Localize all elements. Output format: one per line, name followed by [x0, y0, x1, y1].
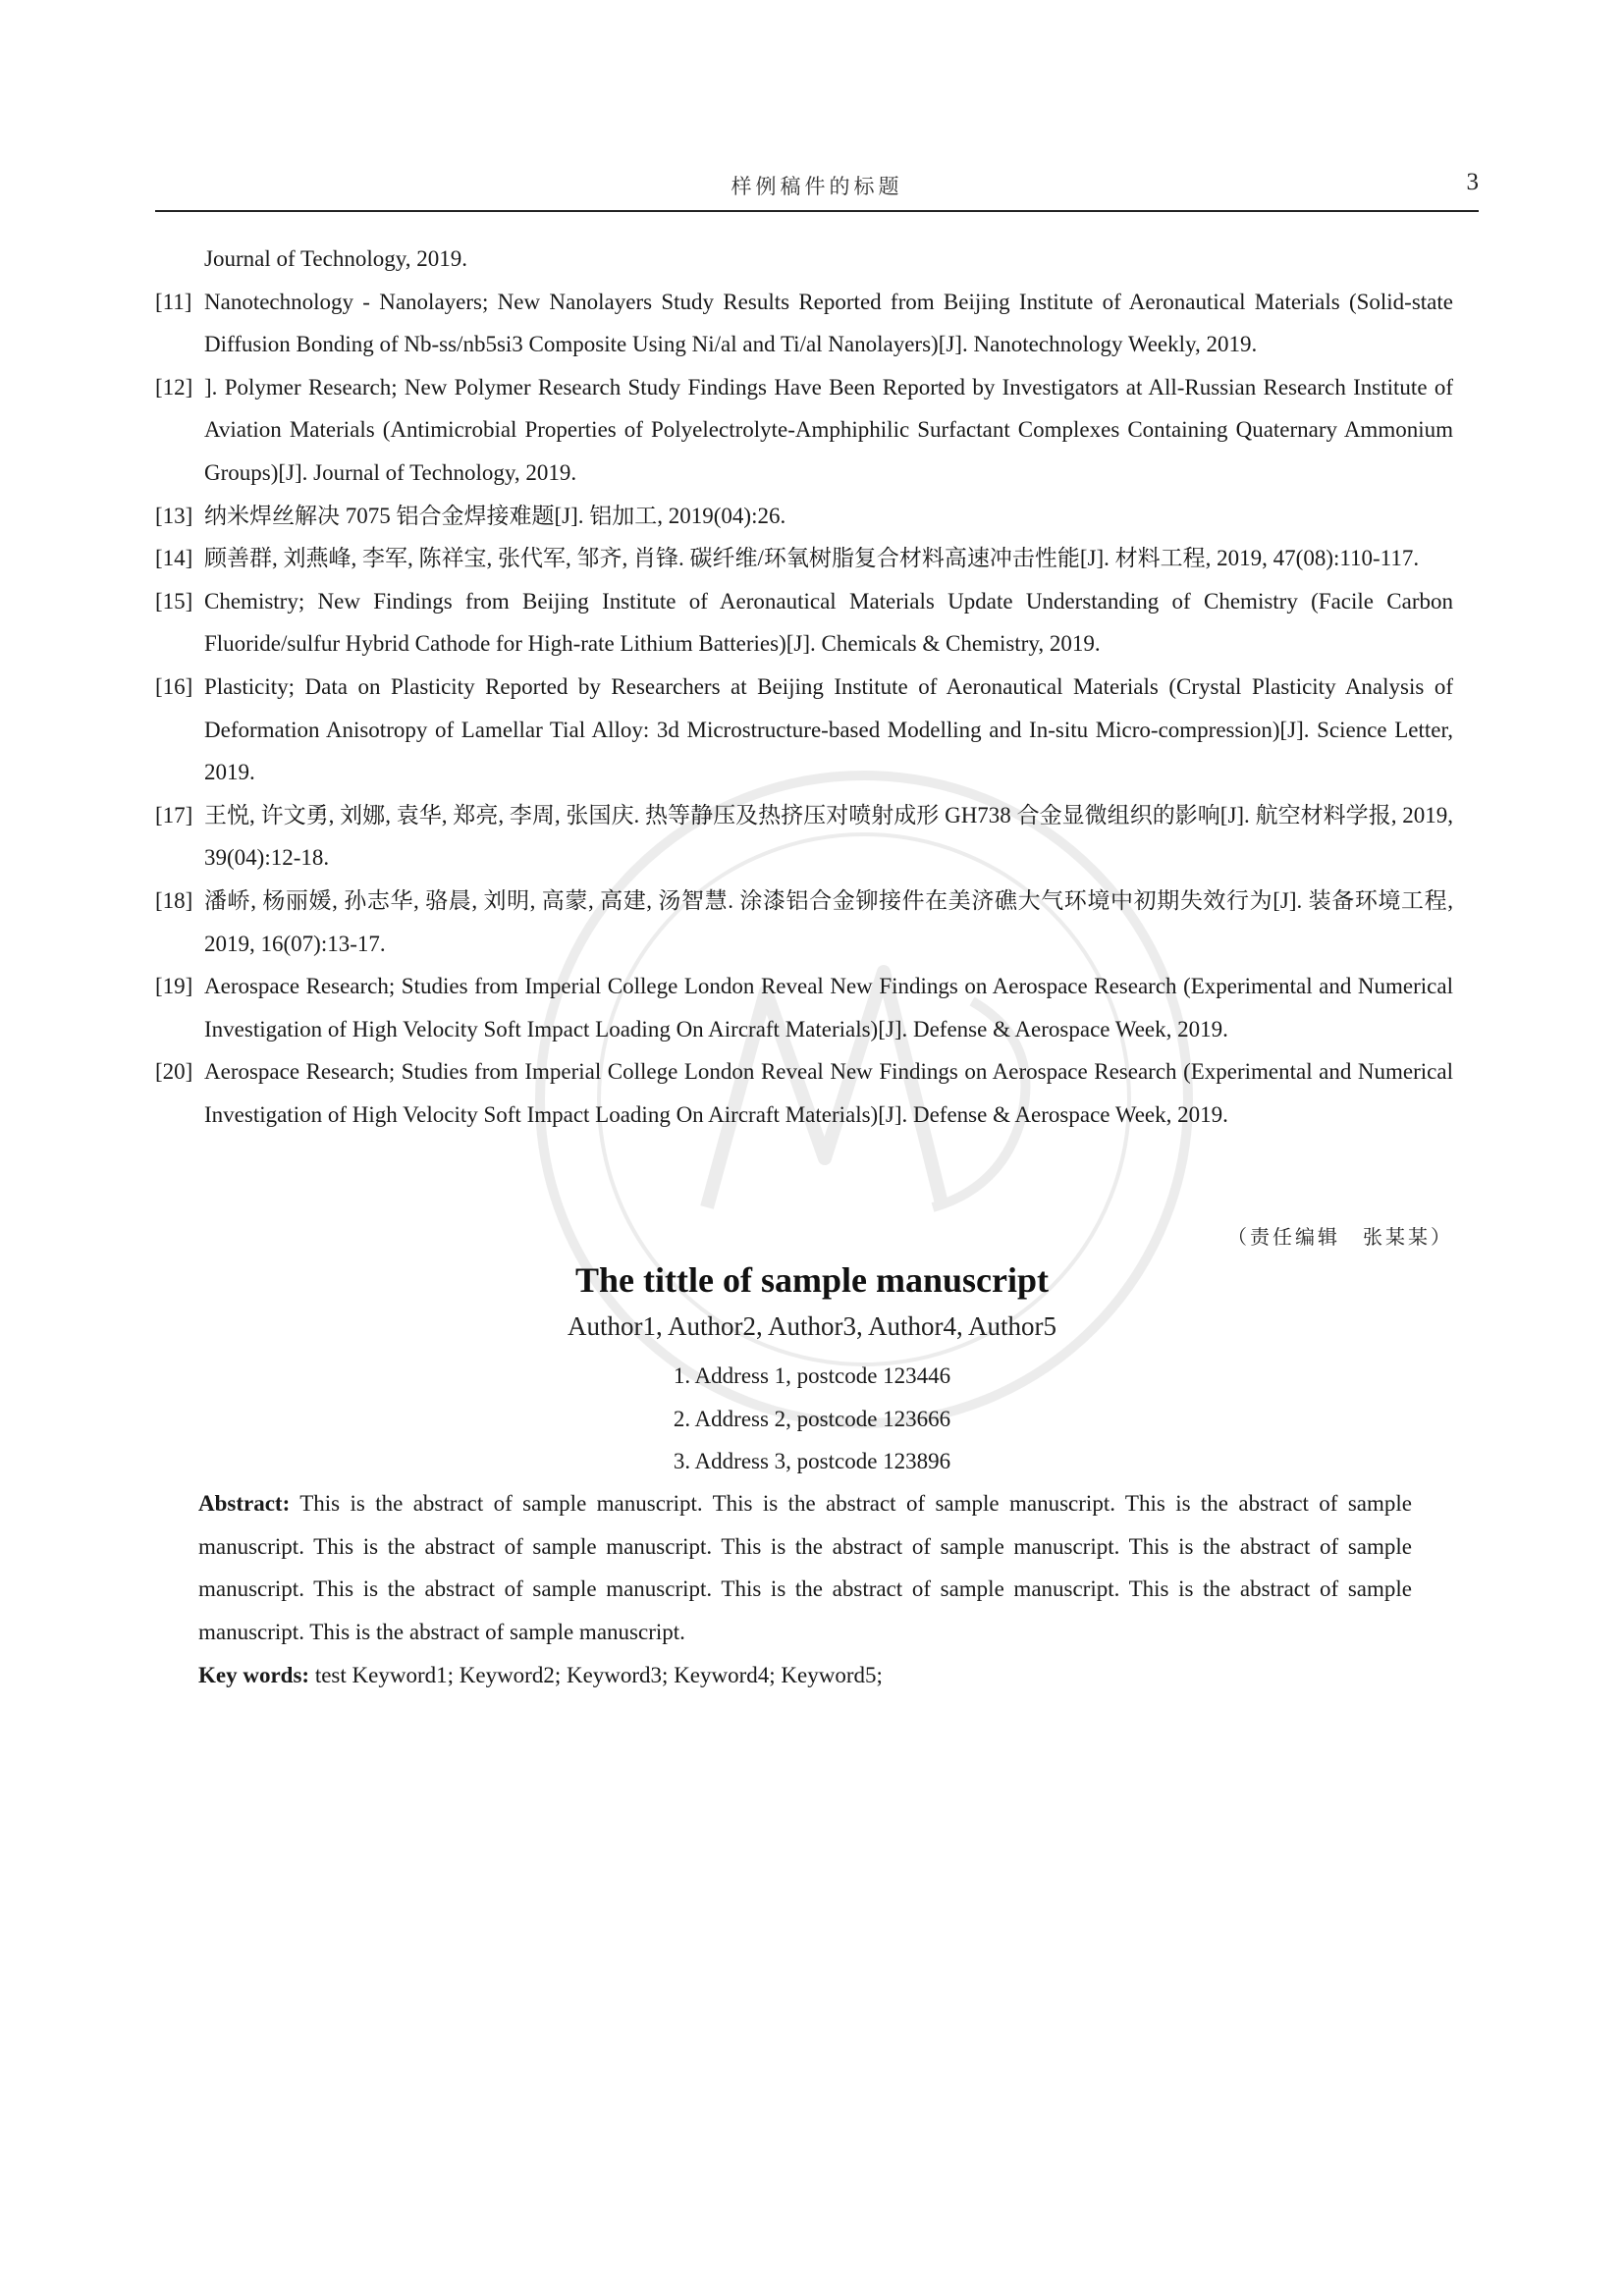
reference-number: [13]: [155, 503, 193, 528]
reference-number: [20]: [155, 1059, 193, 1085]
reference-list: [155, 238, 1453, 1136]
address-line: 3. Address 3, postcode 123896: [673, 1449, 951, 1474]
reference-text: Plasticity; Data on Plasticity Reported by Researchers at Beijing Institute of Aeronautical Materials (Crystal Plasticity Analysis of Deformation Anisotropy of Lamellar Tial Alloy: 3d Microstructure-based Modelling and In-situ Micro-compression)[J]. Science Letter, 2019.: [204, 673, 1453, 785]
reference-item: [155, 495, 1453, 538]
reference-item: [155, 794, 1453, 880]
reference-text: 潘峤, 杨丽媛, 孙志华, 骆晨, 刘明, 高蒙, 高建, 汤智慧. 涂漆铝合金铆接件在美济礁大气环境中初期失效行为[J]. 装备环境工程, 2019, 16(07):13-17.: [204, 887, 1453, 956]
english-abstract: [198, 1482, 1412, 1653]
reference-item: [155, 281, 1453, 366]
keywords-label: Key words:: [198, 1663, 310, 1687]
reference-item: [155, 880, 1453, 965]
reference-item: [155, 965, 1453, 1050]
english-authors: Author1, Author2, Author3, Author4, Author5: [568, 1311, 1056, 1341]
page-number: 3: [1466, 169, 1479, 195]
reference-number: [17]: [155, 802, 193, 828]
reference-item: [155, 537, 1453, 580]
abstract-text: This is the abstract of sample manuscript. This is the abstract of sample manuscript. This is the abstract of sample manuscript. This is the abstract of sample manuscript. This is the abstract of sample manuscript. This is the abstract of sample manuscript. This is the abstract of sample manuscript. This is the abstract of sample manuscript. This is the abstract of sample manuscript. This is the abstract of sample manuscript.: [198, 1491, 1412, 1644]
reference-item: [155, 666, 1453, 794]
english-title: The tittle of sample manuscript: [575, 1260, 1049, 1300]
reference-text: Aerospace Research; Studies from Imperial College London Reveal New Findings on Aerospace Research (Experimental and Numerical Investigation of High Velocity Soft Impact Loading On Aircraft Materials)[J]. Defense & Aerospace Week, 2019.: [204, 974, 1453, 1041]
reference-text: 顾善群, 刘燕峰, 李军, 陈祥宝, 张代军, 邹齐, 肖锋. 碳纤维/环氧树脂复合材料高速冲击性能[J]. 材料工程, 2019, 47(08):110-117.: [204, 546, 1420, 571]
reference-number: [11]: [155, 289, 192, 314]
reference-item: [155, 1050, 1453, 1136]
abstract-label: Abstract:: [198, 1491, 291, 1516]
english-keywords: [198, 1654, 1412, 1697]
reference-number: [16]: [155, 673, 193, 699]
reference-text: ]. Polymer Research; New Polymer Research Study Findings Have Been Reported by Investigators at All-Russian Research Institute of Aviation Materials (Antimicrobial Properties of Polyelectrolyte-Amphiphilic Surfactant Complexes Containing Quaternary Ammonium Groups)[J]. Journal of Technology, 2019.: [204, 374, 1453, 485]
running-title: 样例稿件的标题: [731, 175, 903, 198]
keywords-text: test Keyword1; Keyword2; Keyword3; Keyword4; Keyword5;: [314, 1663, 883, 1687]
reference-text: Aerospace Research; Studies from Imperial College London Reveal New Findings on Aerospace Research (Experimental and Numerical Investigation of High Velocity Soft Impact Loading On Aircraft Materials)[J]. Defense & Aerospace Week, 2019.: [204, 1059, 1453, 1127]
running-header: [155, 169, 1479, 212]
reference-number: [12]: [155, 374, 193, 400]
reference-number: [18]: [155, 887, 193, 913]
reference-number: [19]: [155, 974, 193, 999]
address-list: [0, 1355, 1624, 1483]
editor-note: （责任编辑 张某某）: [1227, 1225, 1453, 1249]
reference-text: Journal of Technology, 2019.: [204, 246, 467, 271]
reference-text: 纳米焊丝解决 7075 铝合金焊接难题[J]. 铝加工, 2019(04):26.: [204, 503, 786, 528]
reference-text: Chemistry; New Findings from Beijing Institute of Aeronautical Materials Update Understanding of Chemistry (Facile Carbon Fluoride/sulfur Hybrid Cathode for High-rate Lithium Batteries)[J]. Chemicals & Chemistry, 2019.: [204, 588, 1453, 657]
reference-number: [15]: [155, 588, 193, 614]
reference-number: [14]: [155, 546, 193, 571]
reference-text: Nanotechnology - Nanolayers; New Nanolayers Study Results Reported from Beijing Institute of Aeronautical Materials (Solid-state Diffusion Bonding of Nb-ss/nb5si3 Composite Using Ni/al and Ti/al Nanolayers)[J]. Nanotechnology Weekly, 2019.: [204, 289, 1453, 357]
address-line: 2. Address 2, postcode 123666: [673, 1406, 951, 1431]
reference-item: [155, 366, 1453, 495]
reference-text: 王悦, 许文勇, 刘娜, 袁华, 郑亮, 李周, 张国庆. 热等静压及热挤压对喷射成形 GH738 合金显微组织的影响[J]. 航空材料学报, 2019, 39(04):12-18.: [204, 802, 1453, 871]
reference-item: [155, 238, 1453, 281]
reference-item: [155, 580, 1453, 666]
address-line: 1. Address 1, postcode 123446: [673, 1363, 951, 1388]
